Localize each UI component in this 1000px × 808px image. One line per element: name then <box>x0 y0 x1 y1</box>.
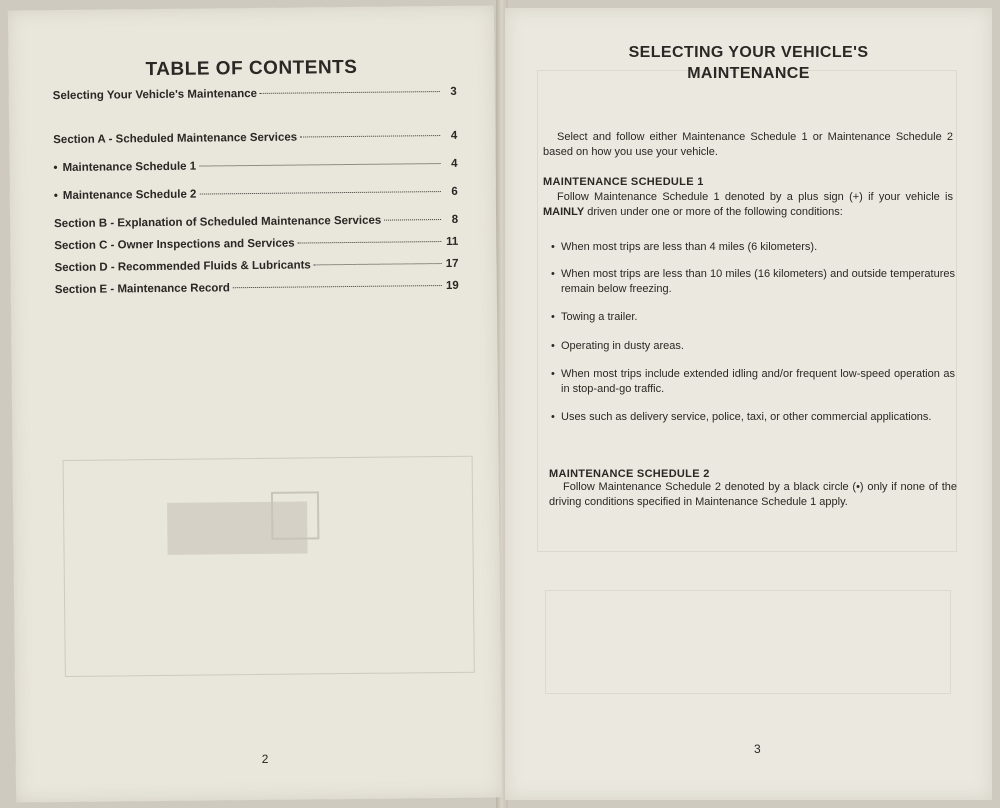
condition-item: • When most trips are less than 10 miles (16 kilometers) and outside temperatures remain below freezing. <box>551 268 955 295</box>
toc-entry: Section E - Maintenance Record 19 <box>54 279 459 297</box>
toc-title: TABLE OF CONTENTS <box>145 56 358 81</box>
right-page <box>505 8 992 800</box>
schedule2-paragraph: Follow Maintenance Schedule 2 denoted by a black circle (•) only if none of the driving conditions specified in Maintenance Schedule 1 apply. <box>549 481 957 508</box>
bleed-through-box <box>545 590 951 694</box>
schedule2-heading: MAINTENANCE SCHEDULE 2 <box>549 468 710 480</box>
page-number: 3 <box>754 742 761 756</box>
toc-entry: • Maintenance Schedule 1 4 <box>53 158 457 174</box>
toc-entry: Section C - Owner Inspections and Services 11 <box>54 235 459 253</box>
toc-entry: Selecting Your Vehicle's Maintenance 3 <box>52 85 457 103</box>
condition-item: • Uses such as delivery service, police, taxi, or other commercial applications. <box>551 411 932 423</box>
bleed-through-logo <box>271 491 320 540</box>
condition-item: • When most trips are less than 4 miles (6 kilometers). <box>551 241 818 253</box>
schedule1-paragraph: Follow Maintenance Schedule 1 denoted by a plus sign (+) if your vehicle is MAINLY driven under one or more of the following conditions: <box>543 191 953 218</box>
toc-entry: Section B - Explanation of Scheduled Maintenance Services 8 <box>54 213 459 231</box>
left-page <box>8 5 502 802</box>
toc-entry: Section A - Scheduled Maintenance Services 4 <box>53 129 458 147</box>
condition-item: • Towing a trailer. <box>551 311 638 323</box>
page-number: 2 <box>261 751 269 766</box>
condition-item: • Operating in dusty areas. <box>551 340 684 352</box>
page-title: SELECTING YOUR VEHICLE'S MAINTENANCE <box>628 44 869 82</box>
condition-item: • When most trips include extended idling and/or frequent low-speed operation as in stop-and-go traffic. <box>551 368 955 395</box>
bleed-through-box <box>63 456 475 677</box>
intro-paragraph: Select and follow either Maintenance Schedule 1 or Maintenance Schedule 2 based on how you use your vehicle. <box>543 131 953 158</box>
schedule1-heading: MAINTENANCE SCHEDULE 1 <box>543 176 704 188</box>
toc-entry: Section D - Recommended Fluids & Lubricants 17 <box>54 257 459 275</box>
toc-entry: • Maintenance Schedule 2 6 <box>54 186 458 202</box>
